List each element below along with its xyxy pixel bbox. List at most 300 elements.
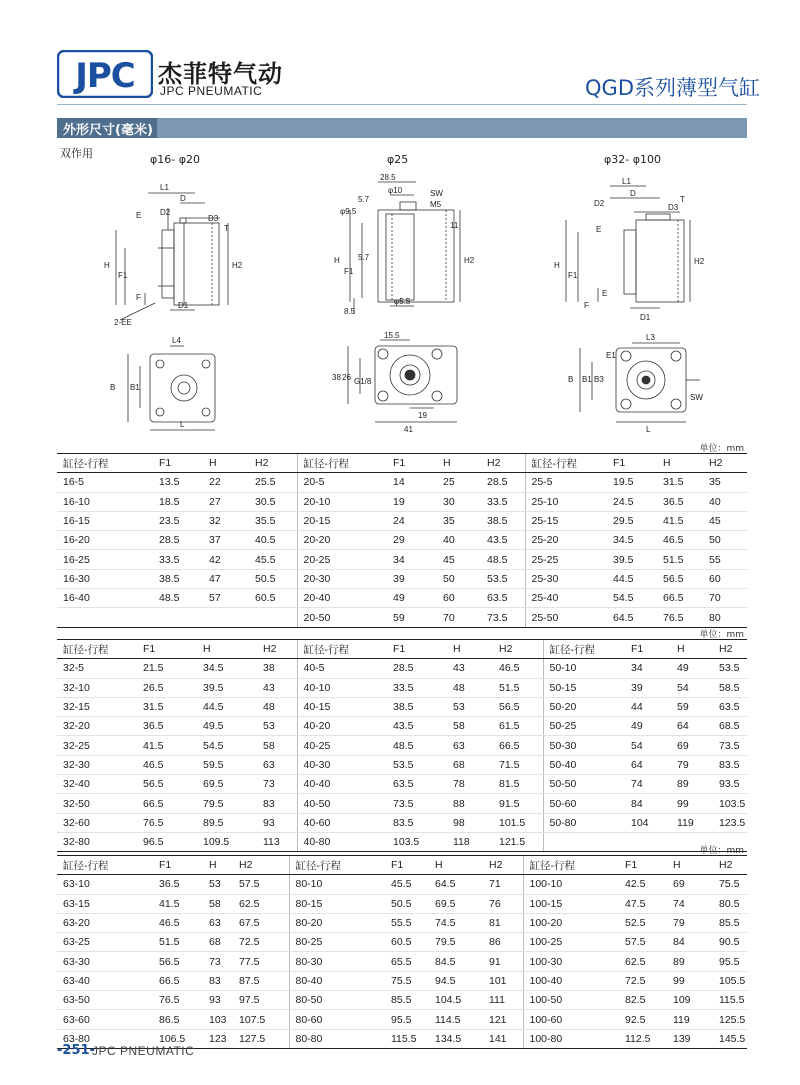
table-cell: 75.5 <box>713 875 747 894</box>
column-header: F1 <box>153 454 203 473</box>
table-row <box>57 608 747 627</box>
table-cell: 64 <box>671 717 713 736</box>
section-bar <box>57 118 747 138</box>
table-cell: 100-30 <box>523 952 619 971</box>
table-cell: 105.5 <box>713 971 747 990</box>
table-cell: 66.5 <box>153 971 203 990</box>
diagram-2-drawing <box>330 168 490 438</box>
table-cell: 101.5 <box>493 813 543 832</box>
table-cell: 55 <box>703 550 747 569</box>
d1-label-L4: L4 <box>172 336 181 345</box>
table-cell: 63.5 <box>481 589 525 608</box>
table-cell: 25-5 <box>525 473 607 492</box>
table-cell: 40.5 <box>249 531 297 550</box>
table-cell: 56.5 <box>657 569 703 588</box>
table-cell: 32-5 <box>57 659 137 678</box>
table-cell: 25-30 <box>525 569 607 588</box>
table-cell: 32-25 <box>57 736 137 755</box>
table-cell: 30.5 <box>249 492 297 511</box>
table-row <box>57 832 747 851</box>
d2-label-G1-8: G1/8 <box>354 377 372 386</box>
table-cell: 111 <box>483 991 523 1010</box>
table-cell: 75.5 <box>385 971 429 990</box>
table-cell: 80-20 <box>289 913 385 932</box>
table-cell: 78 <box>447 775 493 794</box>
d2-label-F1: F1 <box>344 267 354 276</box>
table-cell: 16-10 <box>57 492 153 511</box>
table-cell: 84 <box>625 794 671 813</box>
table-cell: 48 <box>257 697 297 716</box>
table-cell: 22 <box>203 473 249 492</box>
d1-label-T: T <box>224 224 229 233</box>
table-row <box>57 736 747 755</box>
table-cell: 60.5 <box>249 589 297 608</box>
d2-label-phi10: φ10 <box>388 186 403 195</box>
table-cell: 18.5 <box>153 492 203 511</box>
d3-label-L3: L3 <box>646 333 655 342</box>
table-cell: 104 <box>625 813 671 832</box>
table-cell: 91 <box>483 952 523 971</box>
table-cell: 54 <box>625 736 671 755</box>
d1-label-D: D <box>180 194 186 203</box>
table-cell: 103.5 <box>387 832 447 851</box>
table-cell: 53.5 <box>481 569 525 588</box>
table-cell: 43.5 <box>387 717 447 736</box>
d3-label-E1: E1 <box>606 351 616 360</box>
footer-brand: JPC PNEUMATIC <box>92 1044 195 1058</box>
table-header-row <box>57 856 747 875</box>
table-cell: 42 <box>203 550 249 569</box>
column-header: H <box>667 856 713 875</box>
table-cell: 35 <box>437 511 481 530</box>
table-cell: 63.5 <box>387 775 447 794</box>
table-cell: 28.5 <box>387 659 447 678</box>
table-cell: 50-15 <box>543 678 625 697</box>
table-cell: 23.5 <box>153 511 203 530</box>
d1-label-E: E <box>136 211 142 220</box>
table-cell: 25-20 <box>525 531 607 550</box>
table-cell: 40-60 <box>297 813 387 832</box>
d3-label-H: H <box>554 261 560 270</box>
table-cell: 66.5 <box>657 589 703 608</box>
logo-text: JPC <box>75 56 135 96</box>
table-cell: 94.5 <box>429 971 483 990</box>
column-header: 缸径-行程 <box>57 856 153 875</box>
d2-label-15-5: 15.5 <box>384 331 400 340</box>
table-cell: 80-10 <box>289 875 385 894</box>
table-cell: 38.5 <box>481 511 525 530</box>
table-cell: 106.5 <box>153 1029 203 1048</box>
table-cell: 32-60 <box>57 813 137 832</box>
table-cell: 36.5 <box>153 875 203 894</box>
d3-label-D2: D2 <box>594 199 605 208</box>
table-cell: 74.5 <box>429 913 483 932</box>
table-cell: 28.5 <box>153 531 203 550</box>
d1-label-D1: D1 <box>178 301 189 310</box>
diagram-1-drawing <box>100 168 260 438</box>
table-cell: 59.5 <box>197 755 257 774</box>
d3-label-B1: B1 <box>582 375 592 384</box>
table-cell: 100-80 <box>523 1029 619 1048</box>
table-cell: 74 <box>667 894 713 913</box>
table-cell: 77.5 <box>233 952 289 971</box>
column-header: 缸径-行程 <box>525 454 607 473</box>
table-cell: 73.5 <box>481 608 525 627</box>
d2-label-28-5: 28.5 <box>380 173 396 182</box>
table-cell: 61.5 <box>493 717 543 736</box>
table-cell: 20-10 <box>297 492 387 511</box>
table-cell <box>249 608 297 627</box>
table-cell: 86.5 <box>153 1010 203 1029</box>
column-header: H <box>447 640 493 659</box>
table-cell: 25-50 <box>525 608 607 627</box>
table-cell: 19.5 <box>607 473 657 492</box>
d3-label-E: E <box>596 225 602 234</box>
table-cell: 26.5 <box>137 678 197 697</box>
table-cell: 99 <box>667 971 713 990</box>
table-cell: 25 <box>437 473 481 492</box>
table-cell: 25-10 <box>525 492 607 511</box>
column-header: F1 <box>625 640 671 659</box>
table-cell: 134.5 <box>429 1029 483 1048</box>
d2-label-phi9-5: φ9.5 <box>340 207 357 216</box>
table-cell: 45 <box>703 511 747 530</box>
column-header: 缸径-行程 <box>543 640 625 659</box>
d1-label-L1: L1 <box>160 183 169 192</box>
table-row <box>57 933 747 952</box>
table-cell: 79.5 <box>197 794 257 813</box>
table-row <box>57 952 747 971</box>
table-cell: 43 <box>447 659 493 678</box>
column-header: 缸径-行程 <box>57 640 137 659</box>
table-cell: 34 <box>625 659 671 678</box>
d2-label-H: H <box>334 256 340 265</box>
table-cell: 39.5 <box>607 550 657 569</box>
column-header: F1 <box>387 454 437 473</box>
spec-table-1 <box>57 453 747 628</box>
table-cell: 70 <box>703 589 747 608</box>
table-cell: 49 <box>671 659 713 678</box>
table-row <box>57 569 747 588</box>
table-cell: 51.5 <box>493 678 543 697</box>
d3-label-F: F <box>584 301 589 310</box>
table-cell: 76.5 <box>137 813 197 832</box>
table-cell: 79 <box>671 755 713 774</box>
table-cell: 30 <box>437 492 481 511</box>
table-cell: 49.5 <box>197 717 257 736</box>
column-header: H <box>671 640 713 659</box>
table-header-row <box>57 454 747 473</box>
table-cell: 83.5 <box>713 755 747 774</box>
table-row <box>57 991 747 1010</box>
table-cell: 72.5 <box>233 933 289 952</box>
column-header: H <box>429 856 483 875</box>
page-number: -251- <box>57 1043 95 1058</box>
table-cell: 32-15 <box>57 697 137 716</box>
table-cell: 40-10 <box>297 678 387 697</box>
table-cell: 47 <box>203 569 249 588</box>
table-cell: 103 <box>203 1010 233 1029</box>
table-cell: 54.5 <box>197 736 257 755</box>
table-cell: 20-30 <box>297 569 387 588</box>
table-row <box>57 492 747 511</box>
table-cell: 62.5 <box>619 952 667 971</box>
table-cell: 72.5 <box>619 971 667 990</box>
column-header: H2 <box>233 856 289 875</box>
table-cell: 16-20 <box>57 531 153 550</box>
table-cell: 84.5 <box>429 952 483 971</box>
header-divider <box>57 104 747 105</box>
table-cell: 40-25 <box>297 736 387 755</box>
table-cell: 100-50 <box>523 991 619 1010</box>
table-cell: 20-25 <box>297 550 387 569</box>
table-cell: 20-20 <box>297 531 387 550</box>
d2-label-11: 11 <box>450 221 459 230</box>
table-cell: 123.5 <box>713 813 747 832</box>
table-row <box>57 659 747 678</box>
table-row <box>57 775 747 794</box>
table-row <box>57 794 747 813</box>
table-cell: 115.5 <box>385 1029 429 1048</box>
table-cell: 79 <box>667 913 713 932</box>
d2-label-phi5-5: φ5.5 <box>394 297 411 306</box>
table-cell: 24.5 <box>607 492 657 511</box>
table-cell: 56.5 <box>153 952 203 971</box>
table-cell: 42.5 <box>619 875 667 894</box>
table-cell: 100-25 <box>523 933 619 952</box>
column-header: 缸径-行程 <box>57 454 153 473</box>
table-cell: 33.5 <box>153 550 203 569</box>
table-cell: 53.5 <box>387 755 447 774</box>
table-cell: 69 <box>667 875 713 894</box>
table-cell: 80-30 <box>289 952 385 971</box>
d3-label-L: L <box>646 425 651 434</box>
column-header: H <box>203 454 249 473</box>
table-cell: 57.5 <box>619 933 667 952</box>
table-cell: 89 <box>667 952 713 971</box>
table-cell: 25-25 <box>525 550 607 569</box>
table-cell: 109.5 <box>197 832 257 851</box>
d3-label-B: B <box>568 375 574 384</box>
table-cell: 47.5 <box>619 894 667 913</box>
table-cell: 50 <box>703 531 747 550</box>
table-cell: 121.5 <box>493 832 543 851</box>
table-cell <box>543 832 625 851</box>
table-cell: 85.5 <box>385 991 429 1010</box>
table-cell: 99 <box>671 794 713 813</box>
table-cell: 80-40 <box>289 971 385 990</box>
table-cell: 93 <box>203 991 233 1010</box>
table-cell: 54.5 <box>607 589 657 608</box>
table-cell: 81 <box>483 913 523 932</box>
table-cell: 88 <box>447 794 493 813</box>
column-header: 缸径-行程 <box>297 640 387 659</box>
table-cell: 58.5 <box>713 678 747 697</box>
table-cell: 63-40 <box>57 971 153 990</box>
table-cell: 16-15 <box>57 511 153 530</box>
d3-label-D1: D1 <box>640 313 651 322</box>
table-cell: 50-10 <box>543 659 625 678</box>
table-row <box>57 755 747 774</box>
table-cell: 92.5 <box>619 1010 667 1029</box>
table-cell: 56.5 <box>493 697 543 716</box>
table-cell: 35.5 <box>249 511 297 530</box>
table-cell: 73 <box>257 775 297 794</box>
table-cell: 52.5 <box>619 913 667 932</box>
d1-label-B1: B1 <box>130 383 140 392</box>
spec-table-3 <box>57 855 747 1049</box>
table-cell: 76.5 <box>153 991 203 1010</box>
unit-label-1: 单位：mm <box>699 444 744 454</box>
table-cell: 109 <box>667 991 713 1010</box>
d1-label-F1: F1 <box>118 271 128 280</box>
table-cell: 50-80 <box>543 813 625 832</box>
table-cell: 32-10 <box>57 678 137 697</box>
table-row <box>57 971 747 990</box>
table-cell: 119 <box>671 813 713 832</box>
table-cell: 31.5 <box>137 697 197 716</box>
table-cell: 145.5 <box>713 1029 747 1048</box>
table-cell: 62.5 <box>233 894 289 913</box>
column-header: F1 <box>385 856 429 875</box>
table-cell: 50-50 <box>543 775 625 794</box>
table-cell: 16-25 <box>57 550 153 569</box>
table-cell: 19 <box>387 492 437 511</box>
table-cell: 49 <box>625 717 671 736</box>
table-cell: 87.5 <box>233 971 289 990</box>
table-cell: 73.5 <box>387 794 447 813</box>
table-cell: 69 <box>671 736 713 755</box>
table-cell: 100-15 <box>523 894 619 913</box>
column-header: H2 <box>713 856 747 875</box>
table-cell: 73.5 <box>713 736 747 755</box>
table-cell: 123 <box>203 1029 233 1048</box>
table-cell: 44.5 <box>607 569 657 588</box>
table-cell: 35 <box>703 473 747 492</box>
table-cell: 63-30 <box>57 952 153 971</box>
table-cell: 50-20 <box>543 697 625 716</box>
table-cell: 63 <box>203 913 233 932</box>
d1-label-L: L <box>180 420 185 429</box>
d2-label-5-7a: 5.7 <box>358 195 370 204</box>
table-cell: 103.5 <box>713 794 747 813</box>
diagram-3-drawing <box>550 168 710 438</box>
table-cell: 44 <box>625 697 671 716</box>
table-cell: 39 <box>387 569 437 588</box>
table-cell: 89 <box>671 775 713 794</box>
table-cell: 38 <box>257 659 297 678</box>
column-header: F1 <box>387 640 447 659</box>
table-cell: 64 <box>625 755 671 774</box>
table-cell: 36.5 <box>137 717 197 736</box>
table-cell: 63-20 <box>57 913 153 932</box>
table-cell: 46.5 <box>153 913 203 932</box>
table-cell: 73 <box>203 952 233 971</box>
table-cell: 24 <box>387 511 437 530</box>
table-cell: 64.5 <box>607 608 657 627</box>
section-subtitle: 双作用 <box>60 147 93 160</box>
table-cell: 54 <box>671 678 713 697</box>
table-cell: 67.5 <box>233 913 289 932</box>
table-cell: 51.5 <box>153 933 203 952</box>
table-cell: 69.5 <box>429 894 483 913</box>
d1-label-H: H <box>104 261 110 270</box>
table-cell: 114.5 <box>429 1010 483 1029</box>
table-cell <box>153 608 203 627</box>
table-cell: 90.5 <box>713 933 747 952</box>
table-header-row <box>57 640 747 659</box>
table-cell: 63-80 <box>57 1029 153 1048</box>
table-cell: 63 <box>257 755 297 774</box>
table-cell: 57 <box>203 589 249 608</box>
table-cell: 50-40 <box>543 755 625 774</box>
d2-label-19: 19 <box>418 411 427 420</box>
table-cell: 20-15 <box>297 511 387 530</box>
spec-table-2 <box>57 639 747 852</box>
table-cell: 16-30 <box>57 569 153 588</box>
d1-label-D3: D3 <box>208 214 219 223</box>
table-cell: 40-30 <box>297 755 387 774</box>
table-cell: 40-15 <box>297 697 387 716</box>
column-header: 缸径-行程 <box>523 856 619 875</box>
table-cell: 55.5 <box>385 913 429 932</box>
table-cell: 58 <box>447 717 493 736</box>
table-cell: 48 <box>447 678 493 697</box>
table-cell: 53 <box>203 875 233 894</box>
d3-label-T: T <box>680 195 685 204</box>
table-cell: 119 <box>667 1010 713 1029</box>
table-cell: 76 <box>483 894 523 913</box>
column-header: H <box>197 640 257 659</box>
table-cell: 95.5 <box>713 952 747 971</box>
table-cell: 40-20 <box>297 717 387 736</box>
table-cell: 34.5 <box>197 659 257 678</box>
table-cell: 80.5 <box>713 894 747 913</box>
table-cell: 66.5 <box>137 794 197 813</box>
table-cell: 115.5 <box>713 991 747 1010</box>
table-cell: 50 <box>437 569 481 588</box>
table-cell: 20-5 <box>297 473 387 492</box>
column-header: 缸径-行程 <box>289 856 385 875</box>
d2-label-SW: SW <box>430 189 443 198</box>
table-cell: 44.5 <box>197 697 257 716</box>
table-cell: 125.5 <box>713 1010 747 1029</box>
table-cell: 80-15 <box>289 894 385 913</box>
column-header: H2 <box>713 640 747 659</box>
section-title: 外形尺寸(毫米) <box>63 123 153 138</box>
table-cell: 95.5 <box>385 1010 429 1029</box>
table-row <box>57 717 747 736</box>
table-cell: 80-25 <box>289 933 385 952</box>
table-row <box>57 511 747 530</box>
table-cell: 64.5 <box>429 875 483 894</box>
table-row <box>57 1010 747 1029</box>
table-cell: 25.5 <box>249 473 297 492</box>
table-cell: 40-5 <box>297 659 387 678</box>
table-row <box>57 531 747 550</box>
table-cell: 66.5 <box>493 736 543 755</box>
table-cell: 20-50 <box>297 608 387 627</box>
table-row <box>57 589 747 608</box>
table-cell: 96.5 <box>137 832 197 851</box>
table-cell: 49 <box>387 589 437 608</box>
table-cell: 69.5 <box>197 775 257 794</box>
column-header: H2 <box>493 640 543 659</box>
table-cell: 13.5 <box>153 473 203 492</box>
table-cell: 50-60 <box>543 794 625 813</box>
table-cell: 38.5 <box>153 569 203 588</box>
table-cell: 84 <box>667 933 713 952</box>
